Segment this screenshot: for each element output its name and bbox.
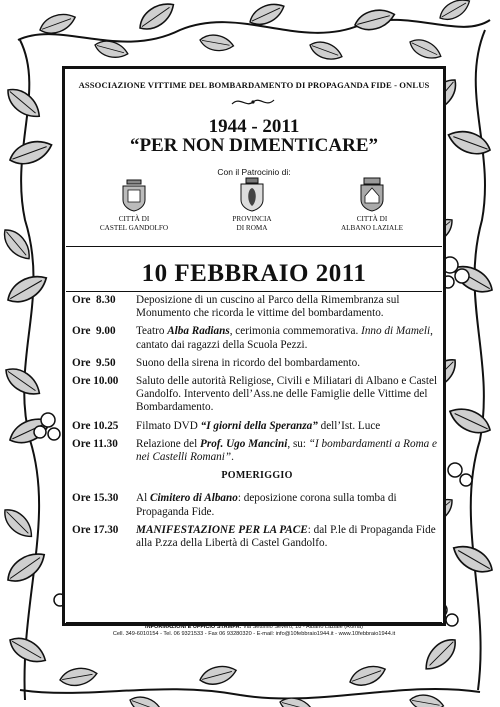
patron-line1: CITTÀ DI xyxy=(356,215,388,223)
description-segment: Teatro xyxy=(136,325,168,338)
description-segment: Relazione del xyxy=(136,437,200,450)
motto-title: “PER NON DIMENTICARE” xyxy=(129,135,379,156)
description-segment: . xyxy=(231,451,234,464)
schedule-time: Ore 9.50 xyxy=(72,356,116,369)
description-segment: Deposizione di un cuscino al Parco della Rimembranza sul Monumento che ricorda le vittime del bombardamento. xyxy=(136,294,400,320)
schedule-time: Ore 9.00 xyxy=(72,325,116,338)
schedule-item xyxy=(72,294,442,320)
description-segment: : dal P.le di Propaganda Fide alla P.zza della Libertà di Castel Gandolfo. xyxy=(136,523,436,550)
schedule-item xyxy=(72,357,442,370)
schedule-description xyxy=(136,420,442,433)
schedule xyxy=(72,294,442,555)
afternoon-schedule xyxy=(72,492,442,550)
footer-contacts: Cell. 349-6010154 - Tel. 06 9321533 - Fax 06 93280320 - E-mail: info@10febbraio1944.it - www.10febbraio1944.it xyxy=(112,631,396,637)
description-segment: , cantato dai ragazzi della Scuola Pezzi. xyxy=(136,325,433,351)
schedule-item xyxy=(72,492,442,518)
schedule-time: Ore 17.30 xyxy=(72,523,119,536)
description-segment: “I giorni della Speranza” xyxy=(200,419,318,432)
schedule-time: Ore 15.30 xyxy=(72,492,119,505)
coat-of-arms-icon xyxy=(357,176,387,212)
crest-castel-gandolfo xyxy=(84,176,184,232)
event-date: 10 FEBBRAIO 2011 xyxy=(141,260,367,287)
schedule-item xyxy=(72,375,442,415)
association-name: ASSOCIAZIONE VITTIME DEL BOMBARDAMENTO DI PROPAGANDA FIDE - ONLUS xyxy=(78,80,430,90)
patron-line2: DI ROMA xyxy=(236,223,268,232)
description-segment: Filmato DVD xyxy=(136,419,201,432)
footer-label: INFORMAZIONI E UFFICIO STAMPA: xyxy=(145,624,242,630)
schedule-item xyxy=(72,438,442,464)
schedule-item xyxy=(72,325,442,351)
crest-provincia-roma xyxy=(202,176,302,232)
patron-line1: PROVINCIA xyxy=(232,215,272,223)
years-title: 1944 - 2011 xyxy=(208,116,300,137)
schedule-time: Ore 8.30 xyxy=(72,294,116,306)
description-segment: Inno di Mameli xyxy=(361,325,431,338)
description-segment: Al xyxy=(136,492,150,505)
description-segment: : deposizione corona sulla tomba di Propaganda Fide. xyxy=(136,492,397,518)
ornament-flourish-icon xyxy=(230,96,276,108)
schedule-time: Ore 11.30 xyxy=(72,437,118,450)
schedule-description xyxy=(136,325,442,351)
description-segment: Suono della sirena in ricordo del bombardamento. xyxy=(136,356,361,369)
footer xyxy=(62,624,446,638)
patronage-label: Con il Patrocinio di: xyxy=(217,167,291,177)
patron-line2: CASTEL GANDOLFO xyxy=(99,223,169,232)
schedule-description xyxy=(136,438,442,464)
patron-line2: ALBANO LAZIALE xyxy=(340,223,404,232)
divider xyxy=(66,291,442,292)
morning-schedule xyxy=(72,294,442,464)
description-segment: dell’Ist. Luce xyxy=(317,419,381,432)
divider xyxy=(66,622,442,623)
schedule-description xyxy=(136,294,442,320)
divider xyxy=(66,246,442,247)
coat-of-arms-icon xyxy=(119,176,149,212)
description-segment: Alba Radians xyxy=(167,325,230,338)
schedule-description xyxy=(136,524,442,550)
schedule-description xyxy=(136,357,442,370)
schedule-description xyxy=(136,375,442,415)
crest-albano-laziale xyxy=(322,176,422,232)
schedule-time: Ore 10.25 xyxy=(72,419,119,432)
description-segment: Prof. Ugo Mancini xyxy=(200,437,288,450)
coat-of-arms-icon xyxy=(237,176,267,212)
description-segment: , su: xyxy=(287,437,309,450)
afternoon-heading: POMERIGGIO xyxy=(221,470,293,482)
schedule-item xyxy=(72,420,442,433)
patron-line1: CITTÀ DI xyxy=(118,215,150,223)
footer-address: Via Settimio Severo, 18 - Albano Laziale (Roma) xyxy=(243,624,363,630)
schedule-time: Ore 10.00 xyxy=(72,375,119,388)
description-segment: Saluto delle autorità Religiose, Civili e Miliatari di Albano e Castel Gandolfo. Intervento dell’Ass.ne delle Famiglie delle Vittime del Bombardamento. xyxy=(136,375,438,414)
description-segment: “I bombardamenti a Roma e nei Castelli Romani” xyxy=(136,437,438,464)
schedule-item xyxy=(72,524,442,550)
description-segment: MANIFESTAZIONE PER LA PACE xyxy=(136,523,308,536)
description-segment: Cimitero di Albano xyxy=(149,492,238,505)
schedule-description xyxy=(136,492,442,518)
description-segment: , cerimonia commemorativa. xyxy=(229,325,362,338)
